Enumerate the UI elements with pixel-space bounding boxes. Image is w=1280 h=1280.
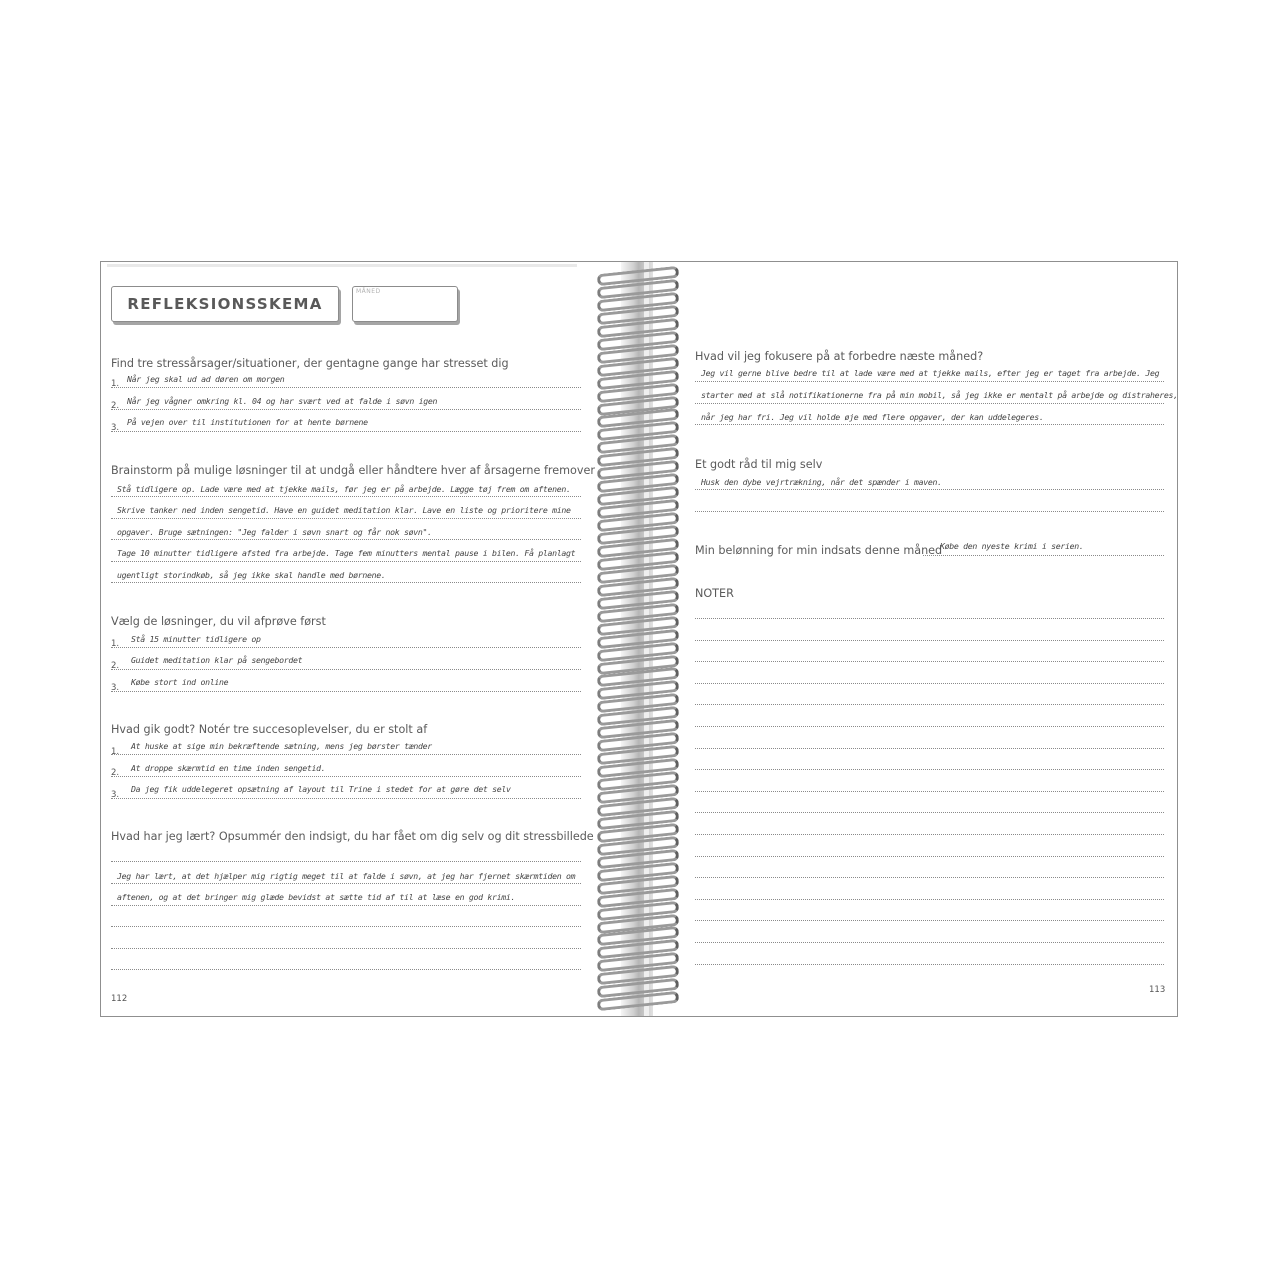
item-number: 1. — [111, 747, 120, 757]
notes-line — [695, 920, 1164, 921]
question-brainstorm: Brainstorm på mulige løsninger til at undgå eller håndtere hver af årsagerne fremover — [111, 464, 595, 477]
answer-line — [111, 754, 581, 755]
spiral-binding — [595, 262, 685, 1016]
month-field[interactable] — [352, 286, 458, 322]
answer-line — [111, 861, 581, 862]
answer-text: På vejen over til institutionen for at hente børnene — [127, 417, 368, 427]
answer-line — [695, 381, 1164, 382]
notes-line — [695, 964, 1164, 965]
answer-line — [111, 669, 581, 670]
notes-line — [695, 834, 1164, 835]
answer-text: Skrive tanker ned inden sengetid. Have en guidet meditation klar. Lave en liste og prioritere mine — [117, 505, 571, 515]
item-number: 2. — [111, 661, 120, 671]
item-number: 2. — [111, 401, 120, 411]
answer-line — [111, 431, 581, 432]
answer-text: Når jeg vågner omkring kl. 04 og har svært ved at falde i søvn igen — [127, 396, 438, 406]
answer-text: At droppe skærmtid en time inden sengetid. — [131, 763, 326, 773]
notes-line — [695, 942, 1164, 943]
question-learned: Hvad har jeg lært? Opsummér den indsigt, du har fået om dig selv og dit stressbillede — [111, 830, 594, 843]
month-label: MÅNED — [356, 288, 381, 295]
answer-line — [111, 905, 581, 906]
answer-text: Når jeg skal ud ad døren om morgen — [127, 374, 285, 384]
page-number: 113 — [1149, 985, 1166, 995]
page-title: REFLEKSIONSSKEMA — [111, 286, 339, 322]
answer-line — [111, 409, 581, 410]
answer-text: starter med at slå notifikationerne fra på min mobil, så jeg ikke er mentalt på arbejde og distraheres, — [701, 390, 1178, 400]
notes-line — [695, 877, 1164, 878]
answer-line — [111, 948, 581, 949]
answer-text: Husk den dybe vejrtrækning, når det spænder i maven. — [701, 477, 942, 487]
answer-line — [111, 926, 581, 927]
item-number: 3. — [111, 683, 120, 693]
answer-line — [695, 403, 1164, 404]
notes-line — [695, 769, 1164, 770]
notes-line — [695, 640, 1164, 641]
notes-heading: NOTER — [695, 587, 734, 600]
answer-text: ugentligt storindkøb, så jeg ikke skal handle med børnene. — [117, 570, 386, 580]
answer-line — [695, 511, 1164, 512]
answer-text: Stå 15 minutter tidligere op — [131, 634, 261, 644]
right-page — [686, 262, 1176, 1016]
question-choose-solutions: Vælg de løsninger, du vil afprøve først — [111, 615, 326, 628]
answer-text: Guidet meditation klar på sengebordet — [131, 655, 303, 665]
answer-line — [111, 561, 581, 562]
answer-text: aftenen, og at det bringer mig glæde bevidst at sætte tid af til at læse en god krimi. — [117, 892, 516, 902]
notebook-spread — [100, 261, 1178, 1017]
notes-line — [695, 856, 1164, 857]
answer-text: Købe stort ind online — [131, 677, 229, 687]
notes-line — [695, 683, 1164, 684]
answer-text: At huske at sige min bekræftende sætning, mens jeg børster tænder — [131, 741, 432, 751]
notes-line — [695, 726, 1164, 727]
question-focus-next-month: Hvad vil jeg fokusere på at forbedre næste måned? — [695, 350, 984, 363]
question-stress-causes: Find tre stressårsager/situationer, der gentagne gange har stresset dig — [111, 357, 509, 370]
page-number: 112 — [111, 994, 128, 1004]
answer-text: når jeg har fri. Jeg vil holde øje med flere opgaver, der kan uddelegeres. — [701, 412, 1044, 422]
notes-line — [695, 812, 1164, 813]
answer-text: Da jeg fik uddelegeret opsætning af layout til Trine i stedet for at gøre det selv — [131, 784, 511, 794]
left-page — [101, 262, 595, 1016]
answer-line — [695, 424, 1164, 425]
notes-line — [695, 661, 1164, 662]
notes-line — [695, 748, 1164, 749]
notes-line — [695, 791, 1164, 792]
answer-line — [111, 387, 581, 388]
answer-line — [111, 647, 581, 648]
item-number: 1. — [111, 639, 120, 649]
question-successes: Hvad gik godt? Notér tre succesoplevelser, du er stolt af — [111, 723, 428, 736]
answer-text: opgaver. Bruge sætningen: "Jeg falder i søvn snart og får nok søvn". — [117, 527, 432, 537]
item-number: 2. — [111, 768, 120, 778]
answer-line — [111, 776, 581, 777]
item-number: 1. — [111, 379, 120, 389]
answer-text: Jeg vil gerne blive bedre til at lade være med at tjekke mails, efter jeg er taget fra arbejde. Jeg — [701, 368, 1160, 378]
answer-line — [111, 582, 581, 583]
answer-line — [111, 539, 581, 540]
notes-line — [695, 618, 1164, 619]
answer-line — [923, 555, 1164, 556]
answer-line — [111, 691, 581, 692]
item-number: 3. — [111, 423, 120, 433]
answer-line — [111, 883, 581, 884]
answer-text: Jeg har lært, at det hjælper mig rigtig meget til at falde i søvn, at jeg har fjernet skærmtiden om — [117, 871, 576, 881]
answer-line — [695, 489, 1164, 490]
answer-text: Købe den nyeste krimi i serien. — [940, 541, 1084, 551]
answer-text: Stå tidligere op. Lade være med at tjekke mails, før jeg er på arbejde. Lægge tøj frem om aftenen. — [117, 484, 571, 494]
notes-line — [695, 899, 1164, 900]
answer-line — [111, 798, 581, 799]
answer-line — [111, 496, 581, 497]
item-number: 3. — [111, 790, 120, 800]
answer-line — [111, 518, 581, 519]
question-reward: Min belønning for min indsats denne måned — [695, 544, 943, 557]
answer-text: Tage 10 minutter tidligere afsted fra arbejde. Tage fem minutters mental pause i bilen. Få planlagt — [117, 548, 576, 558]
answer-line — [111, 969, 581, 970]
notes-line — [695, 704, 1164, 705]
question-good-advice: Et godt råd til mig selv — [695, 458, 823, 471]
